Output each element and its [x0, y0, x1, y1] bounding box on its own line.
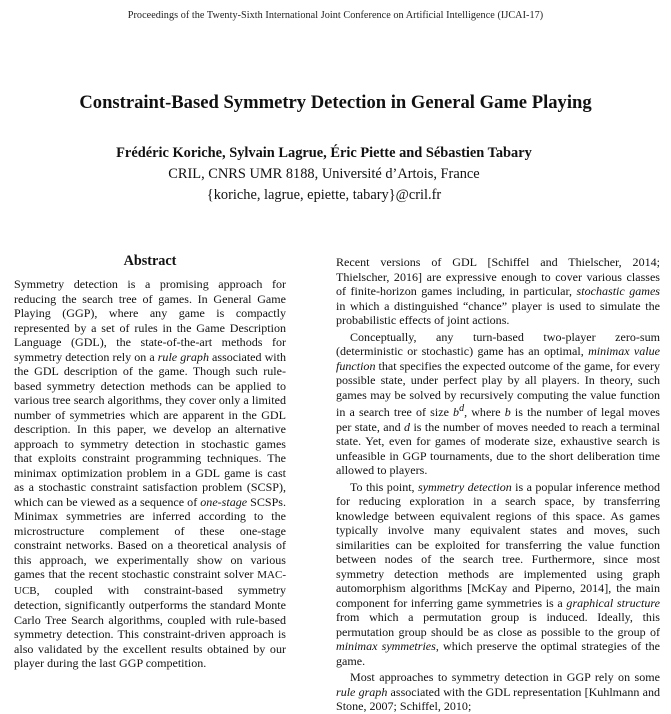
intro-paragraph-3 — [336, 480, 660, 669]
abstract-emphasis: rule graph — [157, 349, 209, 364]
paper-title: Constraint-Based Symmetry Detection in General Game Playing — [79, 92, 592, 113]
abstract-heading: Abstract — [123, 253, 177, 269]
intro-paragraph-4 — [336, 670, 660, 714]
intro-text: , where — [464, 405, 505, 420]
intro-text: Conceptually, any turn-based two-player zero-sum (deterministic or stochastic) game has an optimal, — [336, 329, 660, 358]
intro-paragraph-1 — [336, 255, 660, 328]
intro-text: associated with the GDL representation [Kuhlmann and Stone, 2007; Schiffel, 2010; — [336, 684, 660, 714]
intro-paragraph-2 — [336, 330, 660, 478]
intro-emphasis: stochastic games — [576, 284, 660, 298]
math-symbol: b — [453, 405, 460, 420]
abstract-emphasis: one-stage — [200, 494, 248, 509]
intro-emphasis: rule graph — [336, 684, 388, 699]
introduction-column — [336, 255, 660, 714]
intro-emphasis: minimax symmetries — [336, 639, 436, 654]
paper-affiliation: CRIL, CNRS UMR 8188, Université d’Artois, France — [168, 166, 480, 182]
paper-authors: Frédéric Koriche, Sylvain Lagrue, Éric Piette and Sébastien Tabary — [116, 145, 532, 161]
math-symbol: d — [459, 403, 465, 414]
intro-text: is the number of legal moves per state, and — [336, 405, 660, 434]
paper-email: {koriche, lagrue, epiette, tabary}@cril.fr — [206, 187, 442, 203]
math-symbol: d — [404, 419, 411, 434]
intro-text: in which a distinguished “chance” player is used to simulate the probabilistic effects of joint actions. — [336, 298, 660, 327]
intro-text: To this point, — [350, 479, 418, 494]
intro-text: from which a permutation group is induced. Ideally, this permutation group should be as close as possible to the group of — [336, 610, 660, 639]
abstract-text: associated with the GDL description of the game. Though such rule-based symmetry detection methods can be applied to various tree search algorithms, they cover only a limited number of symmetries which are apparent in the GDL description. In this paper, we develop an alternative approach to symmetry detection in stochastic games that exploits constraint programming techniques. The minimax optimization problem in a GDL game is cast as a stochastic constraint satisfaction problem (SCSP), which can be viewed as a sequence of — [14, 349, 287, 509]
intro-text: is the number of moves needed to reach a terminal state. Yet, even for games of moderate size, exhaustive search is unfeasible in GGP tournaments, due to the short deliberation time allowed to players. — [336, 419, 661, 478]
intro-emphasis: minimax value function — [336, 344, 660, 373]
abstract-text: Symmetry detection is a promising approach for reducing the search tree of games. In General Game Playing (GGP), where any game is compactly represented by a set of rules in the Game Description Language (GDL), the state-of-the-art methods for symmetry detection rely on a — [14, 277, 286, 364]
intro-text: is a popular inference method for reducing exploration in a search space, by transferring knowledge between equivalent regions of this space. As games typically involve many equivalent states and moves, such similarities can be exploited for transferring the value function between nodes of the search tree. Furthermore, since most symmetry detection methods are implemented using graph automorphism algorithms [McKay and Piperno, 2014], the main component for inferring game symmetries is a — [336, 479, 660, 610]
intro-text: , which preserve the optimal strategies of the game. — [336, 639, 661, 668]
abstract-body — [14, 277, 286, 671]
abstract-paragraph — [14, 277, 286, 671]
intro-text: that specifies the expected outcome of the game, for every possible state, under perfect play by all players. In theory, such games may be solved by recursively computing the value function in a search tree of size — [336, 358, 660, 420]
intro-emphasis: graphical structure — [566, 595, 660, 610]
math-symbol: b — [504, 405, 511, 420]
solver-name: MAC-UCB — [14, 569, 286, 597]
abstract-text: , coupled with constraint-based symmetry detection, significantly outperforms the standard Monte Carlo Tree Search algorithms, coupled with rule-based symmetry detection. This constraint-driven approach is also validated by the excellent results obtained by our player during the last GGP competition. — [14, 582, 286, 670]
proceedings-header: Proceedings of the Twenty-Sixth International Joint Conference on Artificial Intelligence (IJCAI-17) — [127, 10, 544, 21]
intro-text: Most approaches to symmetry detection in GGP rely on some — [350, 670, 660, 685]
intro-text: Recent versions of GDL [Schiffel and Thielscher, 2014; Thielscher, 2016] are expressive enough to cover various classes of finite-horizon games including, in particular, — [336, 255, 660, 298]
intro-emphasis: symmetry detection — [418, 479, 512, 494]
abstract-text: SCSPs. Minimax symmetries are inferred according to the microstructure complement of these one-stage constraint networks. Based on a theoretical analysis of this approach, we experimentally show on various games that the recent stochastic constraint solver — [14, 494, 286, 581]
